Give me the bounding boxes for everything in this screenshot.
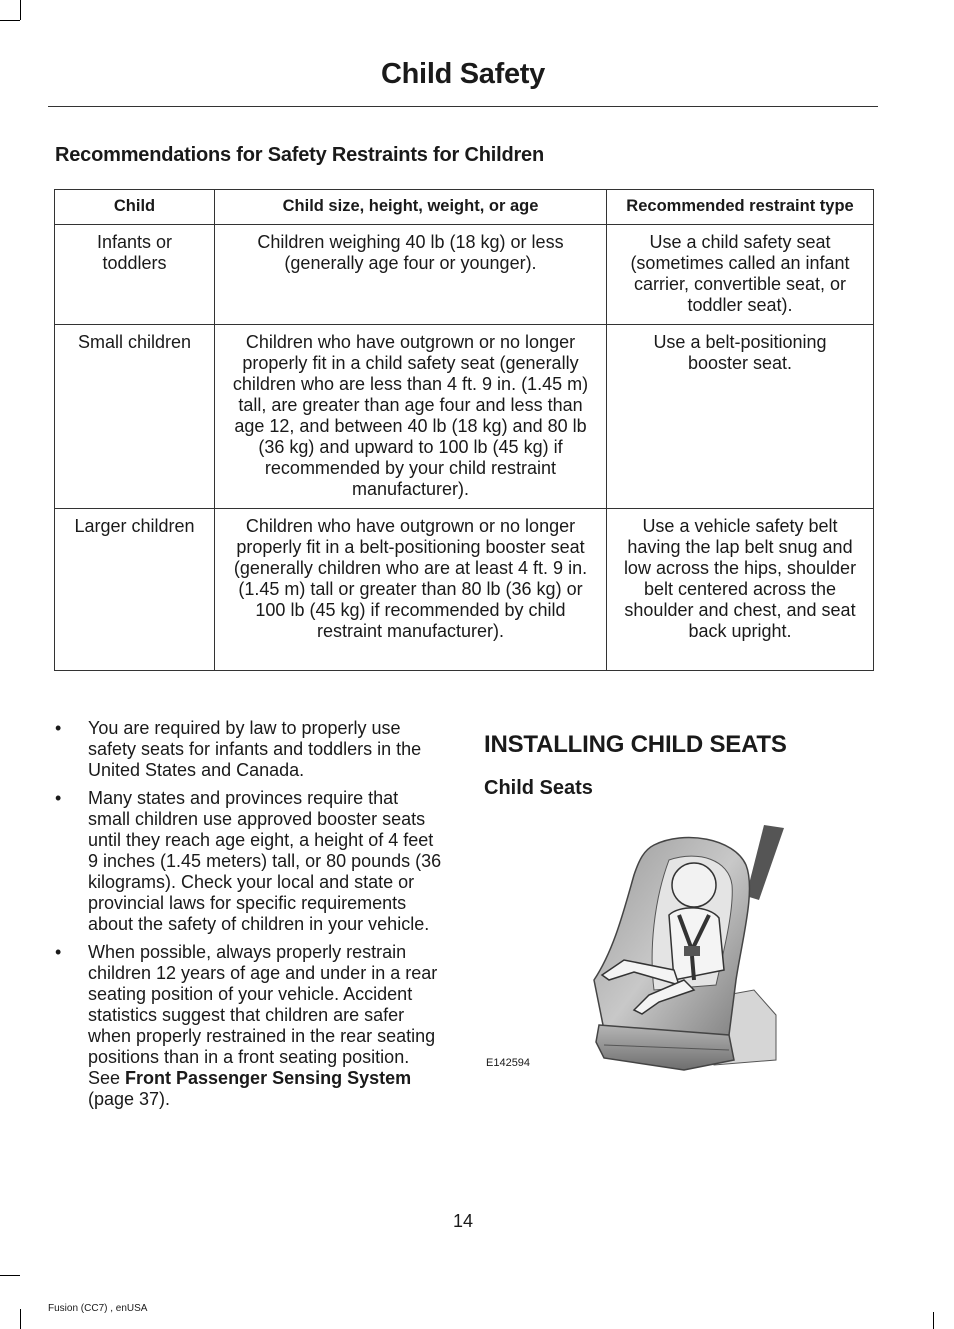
table-row xyxy=(55,509,874,671)
table-cell: Infants or toddlers xyxy=(55,225,215,325)
child-seat-illustration xyxy=(484,820,784,1075)
table-header-row xyxy=(55,190,874,225)
list-item xyxy=(55,788,445,935)
bullet-list xyxy=(55,718,445,1117)
page-number: 14 xyxy=(452,1211,474,1231)
crop-mark xyxy=(0,1275,20,1276)
crop-mark xyxy=(20,0,21,20)
column-header: Recommended restraint type xyxy=(607,190,874,225)
child-seats-subheading: Child Seats xyxy=(484,777,593,799)
list-item xyxy=(55,942,445,1110)
table-cell: Use a child safety seat (sometimes called an infant carrier, convertible seat, or toddler seat). xyxy=(607,225,874,325)
bullet-marker: • xyxy=(55,942,62,962)
crop-mark xyxy=(933,1312,934,1329)
crop-mark xyxy=(20,1309,21,1329)
bullet-text: Many states and provinces require that small children use approved booster seats until they reach age eight, a height of 4 feet 9 inches (1.45 meters) tall, or 80 pounds (36 kilograms). Check your local and state or provincial laws for specific requirements about the safety of children in your vehicle. xyxy=(88,788,442,934)
installing-heading: INSTALLING CHILD SEATS xyxy=(484,731,787,758)
page-title: Child Safety xyxy=(381,58,545,90)
column-header: Child xyxy=(55,190,215,225)
bullet-marker: • xyxy=(55,718,62,738)
bullet-text-suffix: (page 37). xyxy=(88,1089,171,1109)
bullet-text: You are required by law to properly use safety seats for infants and toddlers in the United States and Canada. xyxy=(88,718,422,780)
table-cell: Children who have outgrown or no longer properly fit in a child safety seat (generally children who are less than 4 ft. 9 in. (1.45 m) tall, are greater than age four and less than age 12, and between 40 lb (18 kg) and 80 lb (36 kg) and upward to 100 lb (45 kg) if recommended by your child restraint manufacturer). xyxy=(215,325,607,509)
footer-doc-id: Fusion (CC7) , enUSA xyxy=(48,1303,148,1314)
crop-mark xyxy=(0,20,20,21)
table-row xyxy=(55,225,874,325)
title-divider xyxy=(48,106,878,107)
figure-id: E142594 xyxy=(486,1057,531,1069)
restraints-table xyxy=(54,189,874,671)
table-row xyxy=(55,325,874,509)
table-cell: Larger children xyxy=(55,509,215,671)
column-header: Child size, height, weight, or age xyxy=(215,190,607,225)
table-cell: Children who have outgrown or no longer properly fit in a belt-positioning booster seat (generally children who are at least 4 ft. 9 in. (1.45 m) tall or greater than 80 lb (36 kg) or 100 lb (45 kg) if recommended by child restraint manufacturer). xyxy=(215,509,607,671)
cross-reference-link[interactable]: Front Passenger Sensing System xyxy=(125,1068,412,1088)
list-item xyxy=(55,718,445,781)
table-cell: Children weighing 40 lb (18 kg) or less (generally age four or younger). xyxy=(215,225,607,325)
bullet-text: When possible, always properly restrain children 12 years of age and under in a rear seating position of your vehicle. Accident statistics suggest that children are safer when properly restrained in the rear seating positions than in a front seating position. See xyxy=(88,942,438,1088)
table-cell: Use a vehicle safety belt having the lap belt snug and low across the hips, shoulder belt centered across the shoulder and chest, and seat back upright. xyxy=(607,509,874,671)
section-heading: Recommendations for Safety Restraints for Children xyxy=(55,144,544,166)
table-cell: Use a belt-positioning booster seat. xyxy=(607,325,874,509)
table-cell: Small children xyxy=(55,325,215,509)
bullet-marker: • xyxy=(55,788,62,808)
